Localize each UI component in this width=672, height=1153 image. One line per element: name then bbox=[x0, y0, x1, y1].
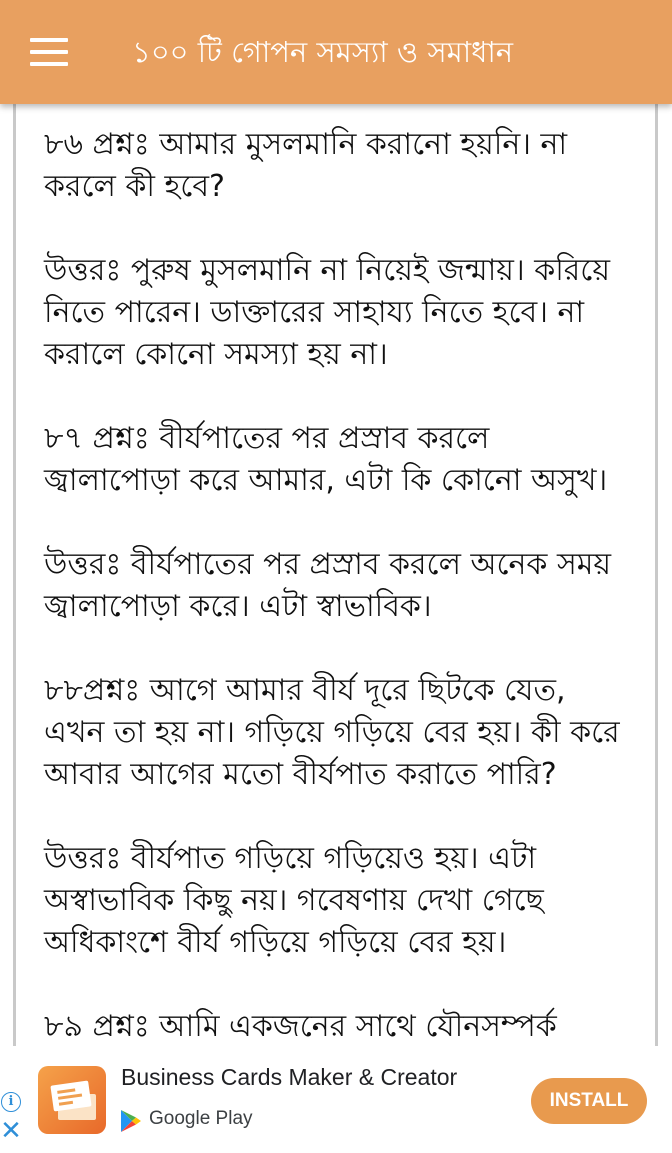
business-cards-app-icon[interactable] bbox=[38, 1066, 106, 1134]
right-border-line bbox=[655, 104, 658, 1046]
question-86: ৮৬ প্রশ্নঃ আমার মুসলমানি করানো হয়নি। না করলে কী হবে? bbox=[44, 127, 568, 204]
ad-banner[interactable] bbox=[0, 1046, 672, 1153]
hamburger-menu-icon[interactable] bbox=[30, 38, 68, 66]
info-icon[interactable]: i bbox=[1, 1092, 21, 1112]
question-88: ৮৮প্রশ্নঃ আগে আমার বীর্য দূরে ছিটকে যেত, এখন তা হয় না। গড়িয়ে গড়িয়ে বের হয়। কী করে আবার আগের মতো বীর্যপাত করাতে পারি? bbox=[44, 673, 620, 792]
page-title: ১০০ টি গোপন সমস্যা ও সমাধান bbox=[132, 35, 514, 69]
ad-app-title[interactable]: Business Cards Maker & Creator bbox=[121, 1064, 458, 1090]
google-play-icon bbox=[120, 1109, 142, 1133]
install-button[interactable]: INSTALL bbox=[531, 1078, 647, 1124]
left-border-line bbox=[13, 104, 16, 1046]
close-icon[interactable]: ✕ bbox=[0, 1116, 22, 1146]
question-89-partial: ৮৯ প্রশ্নঃ আমি একজনের সাথে যৌনসম্পর্ক bbox=[44, 1009, 557, 1044]
app-bar bbox=[0, 0, 672, 104]
question-87: ৮৭ প্রশ্নঃ বীর্যপাতের পর প্রস্রাব করলে জ্বালাপোড়া করে আমার, এটা কি কোনো অসুখ। bbox=[44, 421, 608, 498]
answer-88: উত্তরঃ বীর্যপাত গড়িয়ে গড়িয়েও হয়। এটা অস্বাভাবিক কিছু নয়। গবেষণায় দেখা গেছে অধিকাংশে বীর্য গড়িয়ে গড়িয়ে বের হয়। bbox=[44, 841, 544, 960]
answer-86: উত্তরঃ পুরুষ মুসলমানি না নিয়েই জন্মায়। করিয়ে নিতে পারেন। ডাক্তারের সাহায্য নিতে হবে। না করালে কোনো সমস্যা হয় না। bbox=[44, 253, 611, 372]
answer-87: উত্তরঃ বীর্যপাতের পর প্রস্রাব করলে অনেক সময় জ্বালাপোড়া করে। এটা স্বাভাবিক। bbox=[44, 547, 612, 624]
google-play-label: Google Play bbox=[149, 1108, 253, 1129]
article-scroll-area[interactable] bbox=[0, 104, 672, 1046]
article-text bbox=[44, 124, 628, 1046]
